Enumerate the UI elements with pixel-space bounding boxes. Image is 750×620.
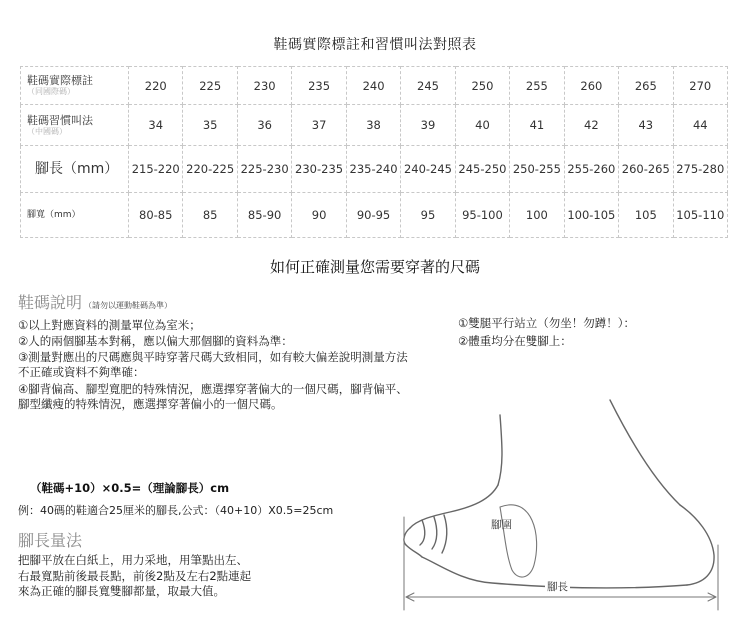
- table-cell: 85-90: [237, 193, 291, 238]
- rule-item: ④腳背偏高、腳型寬肥的特殊情況，應選擇穿著偏大的一個尺碼，腳背偏平、腳型纖瘦的特殊情況，應選擇穿著偏小的一個尺碼。: [18, 382, 408, 411]
- row-header-label: 腳寬（mm）: [27, 210, 81, 220]
- table-cell: 260-265: [619, 146, 673, 193]
- measure-step: 來為正確的腳長寬雙腳都量，取最大值。: [18, 584, 225, 598]
- measure-steps: [18, 553, 348, 600]
- table-cell: 215-220: [129, 146, 183, 193]
- measure-step: 右最寬點前後最長點，前後2點及左右2點連起: [18, 568, 252, 583]
- table-cell: 90-95: [346, 193, 400, 238]
- table-cell: 35: [183, 105, 237, 146]
- table-row: [21, 146, 728, 193]
- table-cell: 225: [183, 67, 237, 105]
- description-note: （請勿以運動鞋碼為準）: [84, 301, 173, 310]
- row-header-label: 鞋碼習慣叫法: [27, 113, 93, 127]
- table-cell: 39: [401, 105, 455, 146]
- table-cell: 37: [292, 105, 346, 146]
- table-cell: 80-85: [129, 193, 183, 238]
- standing-item: ①雙腿平行站立（勿坐！勿蹲！）：: [458, 316, 636, 330]
- standing-item: ②體重均分在雙腳上：: [458, 334, 572, 348]
- table-cell: 42: [564, 105, 618, 146]
- rule-item: ②人的兩個腳基本對稱，應以偏大那個腳的資料為準：: [18, 334, 293, 348]
- table-cell: 85: [183, 193, 237, 238]
- standing-instructions: [458, 314, 635, 350]
- table-cell: 41: [510, 105, 564, 146]
- table-row: [21, 67, 728, 105]
- table-cell: 245-250: [455, 146, 509, 193]
- table-cell: 255: [510, 67, 564, 105]
- table-cell: 105: [619, 193, 673, 238]
- table-cell: 240: [346, 67, 400, 105]
- size-formula: （鞋碼+10）×0.5=（理論腳長）cm: [30, 481, 230, 495]
- table-cell: 38: [346, 105, 400, 146]
- row-header: [21, 105, 129, 146]
- table-cell: 265: [619, 67, 673, 105]
- table-cell: 100: [510, 193, 564, 238]
- row-header-sublabel: （中國碼）: [27, 126, 67, 136]
- table-cell: 275-280: [673, 146, 727, 193]
- description-title: 鞋碼說明: [18, 293, 83, 312]
- table-cell: 43: [619, 105, 673, 146]
- table-cell: 225-230: [237, 146, 291, 193]
- table-cell: 90: [292, 193, 346, 238]
- table-cell: 40: [455, 105, 509, 146]
- table-cell: 250: [455, 67, 509, 105]
- row-header-label: 腳長（mm）: [35, 160, 119, 177]
- table-cell: 44: [673, 105, 727, 146]
- table-row: [21, 105, 728, 146]
- girth-label: 腳圍: [491, 519, 512, 531]
- rule-item: ①以上對應資料的測量單位為室米；: [18, 318, 201, 332]
- table-cell: 235-240: [346, 146, 400, 193]
- page-title: 鞋碼實際標註和習慣叫法對照表: [273, 37, 477, 53]
- table-cell: 100-105: [564, 193, 618, 238]
- table-cell: 255-260: [564, 146, 618, 193]
- row-header-label: 鞋碼實際標註: [27, 74, 93, 87]
- table-cell: 95-100: [455, 193, 509, 238]
- table-cell: 105-110: [673, 193, 727, 238]
- table-cell: 95: [401, 193, 455, 238]
- table-cell: 36: [237, 105, 291, 146]
- measure-step: 把腳平放在白紙上，用力采地，用筆點出左、: [18, 553, 248, 567]
- section-title: 如何正確測量您需要穿著的尺碼: [269, 258, 480, 276]
- size-conversion-table: [20, 66, 728, 238]
- table-cell: 235: [292, 67, 346, 105]
- table-row: [21, 193, 728, 238]
- table-cell: 34: [129, 105, 183, 146]
- measure-title: 腳長量法: [18, 531, 83, 550]
- table-cell: 260: [564, 67, 618, 105]
- size-rules: [18, 318, 410, 413]
- formula-example: 例：40碼的鞋適合25厘米的腳長,公式：（40+10）X0.5=25cm: [18, 504, 334, 517]
- row-header: [21, 67, 129, 105]
- table-cell: 245: [401, 67, 455, 105]
- size-description-heading: [18, 290, 172, 313]
- table-cell: 270: [673, 67, 727, 105]
- table-cell: 240-245: [401, 146, 455, 193]
- rule-item: ③測量對應出的尺碼應與平時穿著尺碼大致相同，如有較大偏差說明測量方法不正確或資料不夠準確：: [18, 350, 408, 379]
- table-cell: 220-225: [183, 146, 237, 193]
- row-header-sublabel: （同國際碼）: [27, 87, 75, 96]
- row-header: [21, 146, 129, 193]
- table-cell: 230: [237, 67, 291, 105]
- table-cell: 220: [129, 67, 183, 105]
- table-cell: 230-235: [292, 146, 346, 193]
- row-header: [21, 193, 129, 238]
- length-label: 腳長: [547, 581, 568, 593]
- table-cell: 250-255: [510, 146, 564, 193]
